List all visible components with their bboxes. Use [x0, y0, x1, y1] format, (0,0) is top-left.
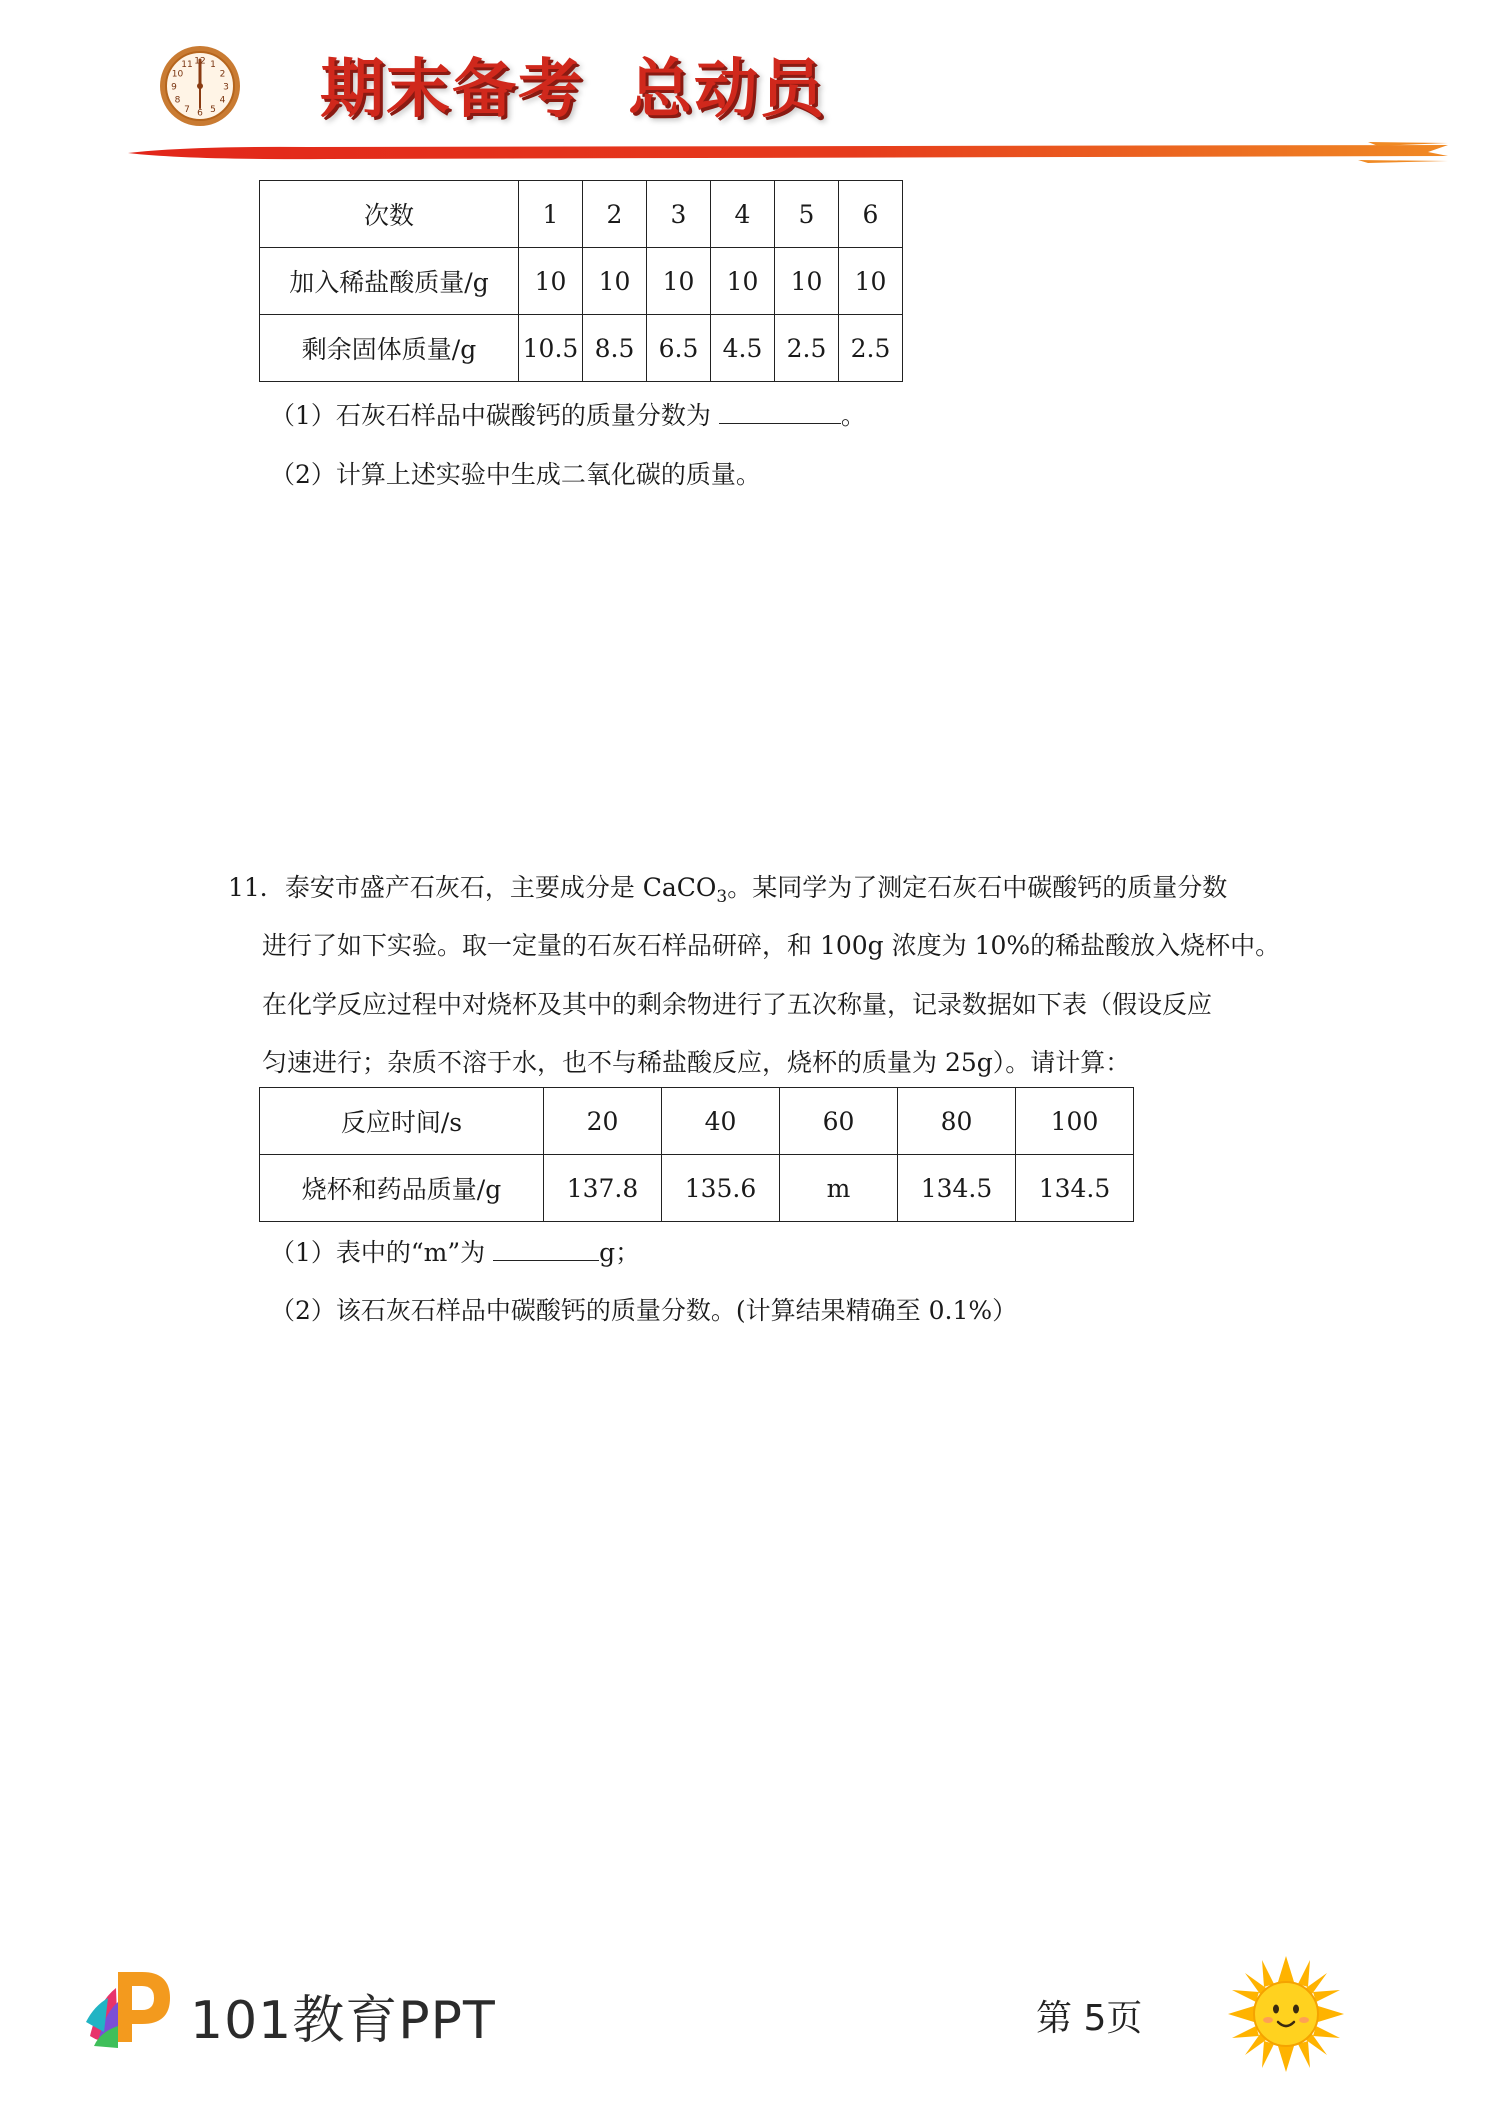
table-row: [260, 1088, 1134, 1155]
table-cell: 6.5: [647, 315, 711, 382]
q11-data-table: [259, 1087, 1134, 1222]
table-cell: 100: [1016, 1088, 1134, 1155]
table-cell: 10: [583, 248, 647, 315]
row-label: 剩余固体质量/g: [260, 315, 519, 382]
row-label: 烧杯和药品质量/g: [260, 1155, 544, 1222]
clock-digit: 10: [171, 69, 184, 80]
clock-digit: 3: [223, 82, 229, 93]
clock-digit: 12: [194, 56, 206, 67]
clock-digit: 8: [174, 95, 181, 106]
row-label: 次数: [260, 181, 519, 248]
table-cell: 134.5: [1016, 1155, 1134, 1222]
row-label: 反应时间/s: [260, 1088, 544, 1155]
q11-line-3: 在化学反应过程中对烧杯及其中的剩余物进行了五次称量，记录数据如下表（假设反应: [262, 990, 1213, 1019]
table-cell: 2.5: [839, 315, 903, 382]
table-cell: 60: [780, 1088, 898, 1155]
table-row: [260, 315, 903, 382]
q11-subquestion-2: （2）该石灰石样品中碳酸钙的质量分数。(计算结果精确至 0.1%）: [270, 1296, 1018, 1325]
banner-title-part2: 总动员: [628, 52, 826, 127]
table-cell: 5: [775, 181, 839, 248]
q10-sub1-suffix: 。: [840, 401, 866, 430]
q11-text: 泰安市盛产石灰石，主要成分是 CaCO: [284, 873, 717, 902]
q11-line-1: [228, 868, 1227, 907]
q11-text: 。某同学为了测定石灰石中碳酸钙的质量分数: [727, 873, 1228, 902]
page-number: 第 5页: [1036, 1998, 1143, 2039]
table-cell: 1: [519, 181, 583, 248]
clock-digit: 4: [219, 95, 226, 106]
q11-sub1-text: （1）表中的“m”为: [270, 1238, 486, 1267]
table-cell: 10: [519, 248, 583, 315]
clock-digit: 11: [181, 60, 193, 70]
table-cell: 4: [711, 181, 775, 248]
clock-digit: 5: [210, 105, 216, 115]
table-cell: 10.5: [519, 315, 583, 382]
q10-data-table: [259, 180, 903, 382]
clock-digit: 1: [210, 60, 216, 70]
banner-title-part1: 期末备考: [320, 52, 584, 127]
q11-subquestion-1: [270, 1233, 640, 1269]
table-cell: 6: [839, 181, 903, 248]
question-number: 11．: [228, 873, 285, 902]
table-cell: 135.6: [662, 1155, 780, 1222]
table-cell: 2: [583, 181, 647, 248]
header-divider: [128, 140, 1448, 164]
clock-digit: 2: [219, 69, 226, 80]
clock-digit: 9: [171, 82, 177, 93]
q10-subquestion-1: [270, 396, 866, 432]
table-row: [260, 248, 903, 315]
q10-subquestion-2: （2）计算上述实验中生成二氧化碳的质量。: [270, 460, 761, 489]
answer-blank[interactable]: [493, 1236, 599, 1261]
row-label: 加入稀盐酸质量/g: [260, 248, 519, 315]
clock-digit: 6: [197, 108, 203, 119]
answer-blank[interactable]: [719, 399, 841, 424]
clock-digit: 7: [184, 105, 190, 115]
table-row: [260, 1155, 1134, 1222]
q10-sub1-text: （1）石灰石样品中碳酸钙的质量分数为: [270, 401, 711, 430]
brand-logo-icon: [84, 1962, 176, 2050]
table-cell: 10: [711, 248, 775, 315]
brand-name: 101教育PPT: [190, 1991, 496, 2051]
table-cell: 4.5: [711, 315, 775, 382]
table-cell: 10: [647, 248, 711, 315]
q11-line-2: 进行了如下实验。取一定量的石灰石样品研碎，和 100g 浓度为 10%的稀盐酸放入烧杯中。: [262, 931, 1281, 960]
table-cell: 2.5: [775, 315, 839, 382]
sun-icon: [1226, 1954, 1346, 2074]
table-cell: 80: [898, 1088, 1016, 1155]
table-cell: 8.5: [583, 315, 647, 382]
subscript: 3: [716, 887, 728, 907]
banner-title: [320, 38, 826, 130]
q11-line-4: 匀速进行；杂质不溶于水，也不与稀盐酸反应，烧杯的质量为 25g）。请计算：: [262, 1048, 1131, 1077]
table-cell: 40: [662, 1088, 780, 1155]
table-cell: 137.8: [544, 1155, 662, 1222]
table-cell: 20: [544, 1088, 662, 1155]
q11-sub1-suffix: g；: [599, 1238, 641, 1267]
table-cell: 10: [839, 248, 903, 315]
table-cell: 3: [647, 181, 711, 248]
table-cell: 134.5: [898, 1155, 1016, 1222]
table-cell: 10: [775, 248, 839, 315]
clock-icon: [158, 44, 242, 128]
table-row: [260, 181, 903, 248]
table-cell: m: [780, 1155, 898, 1222]
